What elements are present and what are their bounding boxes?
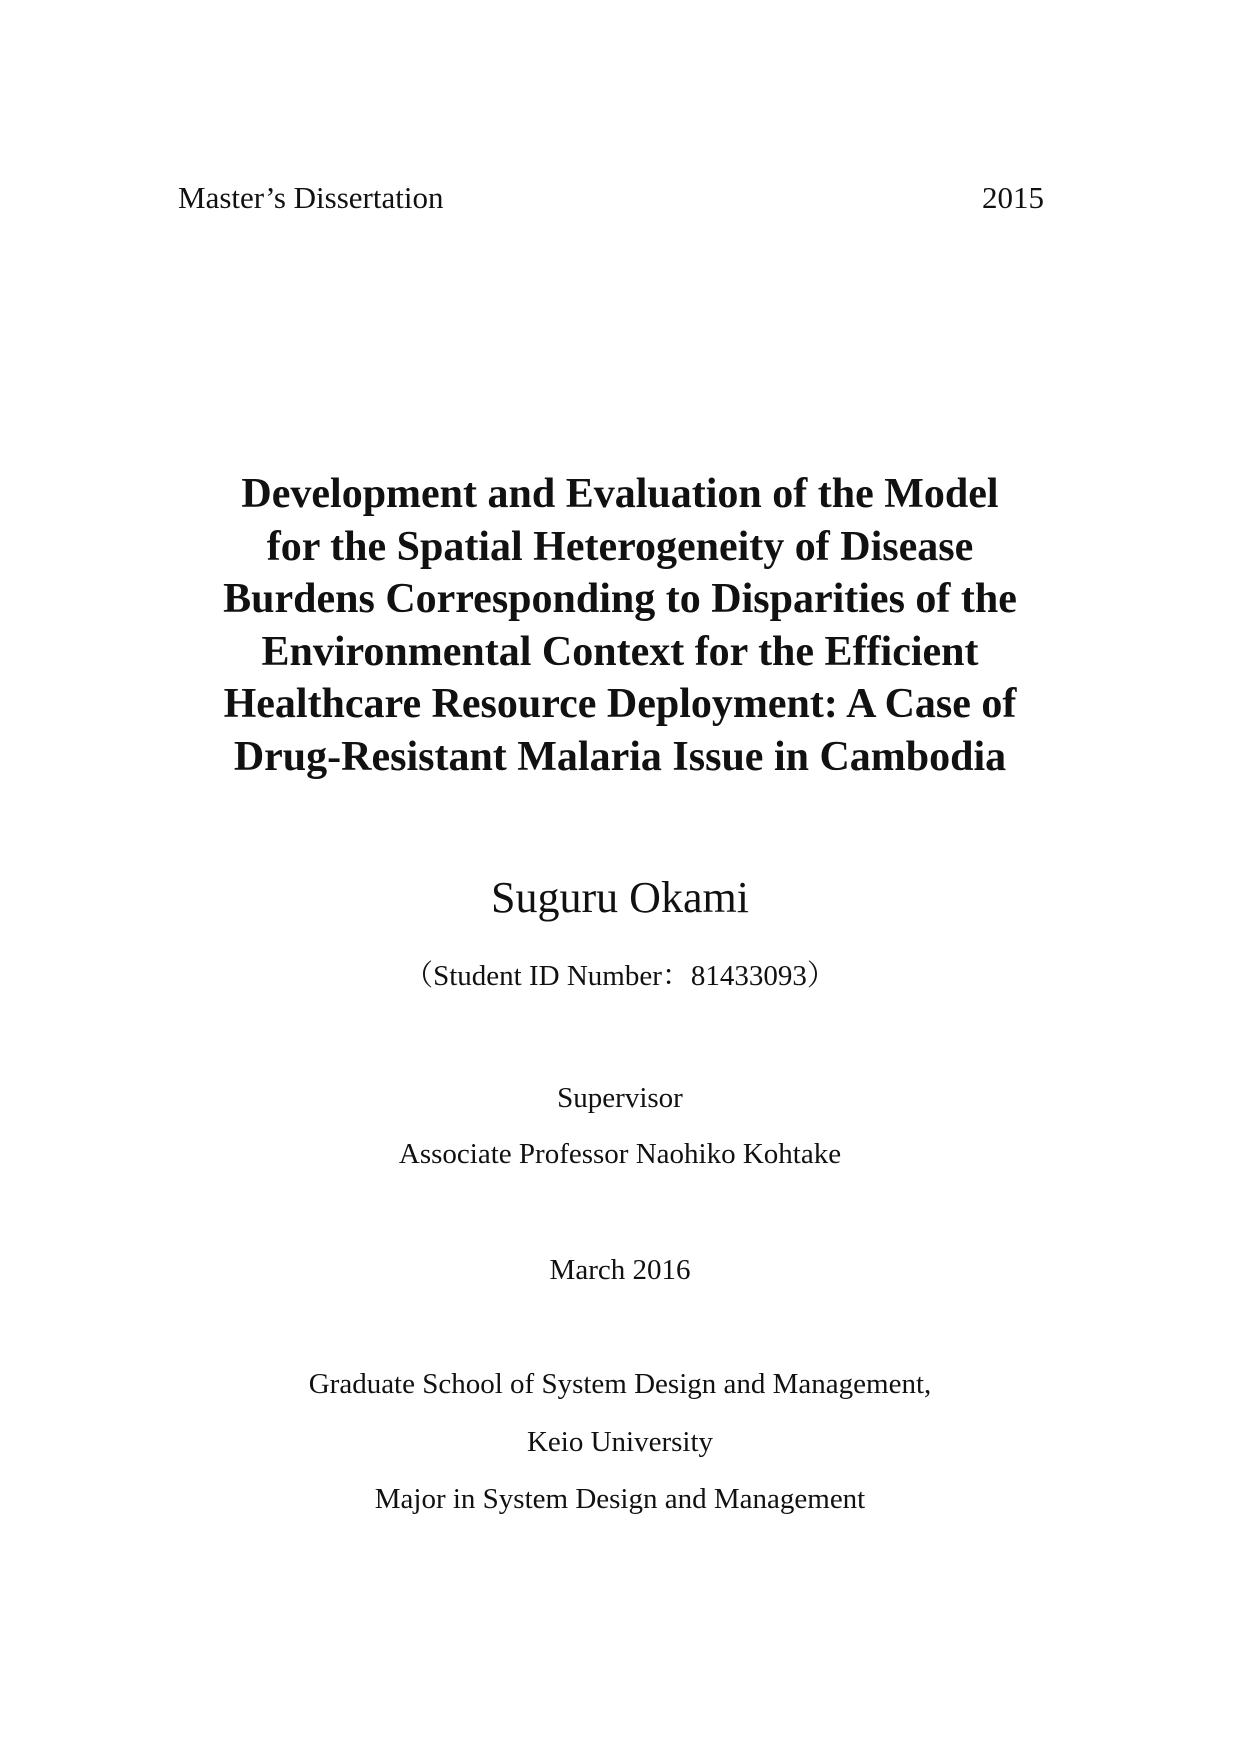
student-id-number: （Student ID Number：81433093）	[404, 960, 836, 992]
title-line: for the Spatial Heterogeneity of Disease	[266, 523, 974, 570]
header-year: 2015	[982, 180, 1044, 215]
title-line: Healthcare Resource Deployment: A Case of	[223, 681, 1017, 727]
supervisor-label: Supervisor	[557, 1082, 683, 1114]
title-line: Burdens Corresponding to Disparities of the	[223, 576, 1017, 622]
affiliation-line: Graduate School of System Design and Management,	[308, 1368, 932, 1400]
title-line: Environmental Context for the Efficient	[261, 628, 979, 675]
title-line: Drug-Resistant Malaria Issue in Cambodia	[233, 733, 1007, 780]
affiliation-line: Major in System Design and Management	[374, 1483, 866, 1515]
supervisor-name: Associate Professor Naohiko Kohtake	[398, 1138, 842, 1170]
title-line: Development and Evaluation of the Model	[241, 471, 999, 517]
affiliation-line: Keio University	[526, 1426, 714, 1458]
submission-date: March 2016	[549, 1254, 691, 1286]
author-name: Suguru Okami	[491, 873, 749, 922]
document-type: Master’s Dissertation	[178, 180, 444, 215]
dissertation-title	[100, 468, 1140, 783]
